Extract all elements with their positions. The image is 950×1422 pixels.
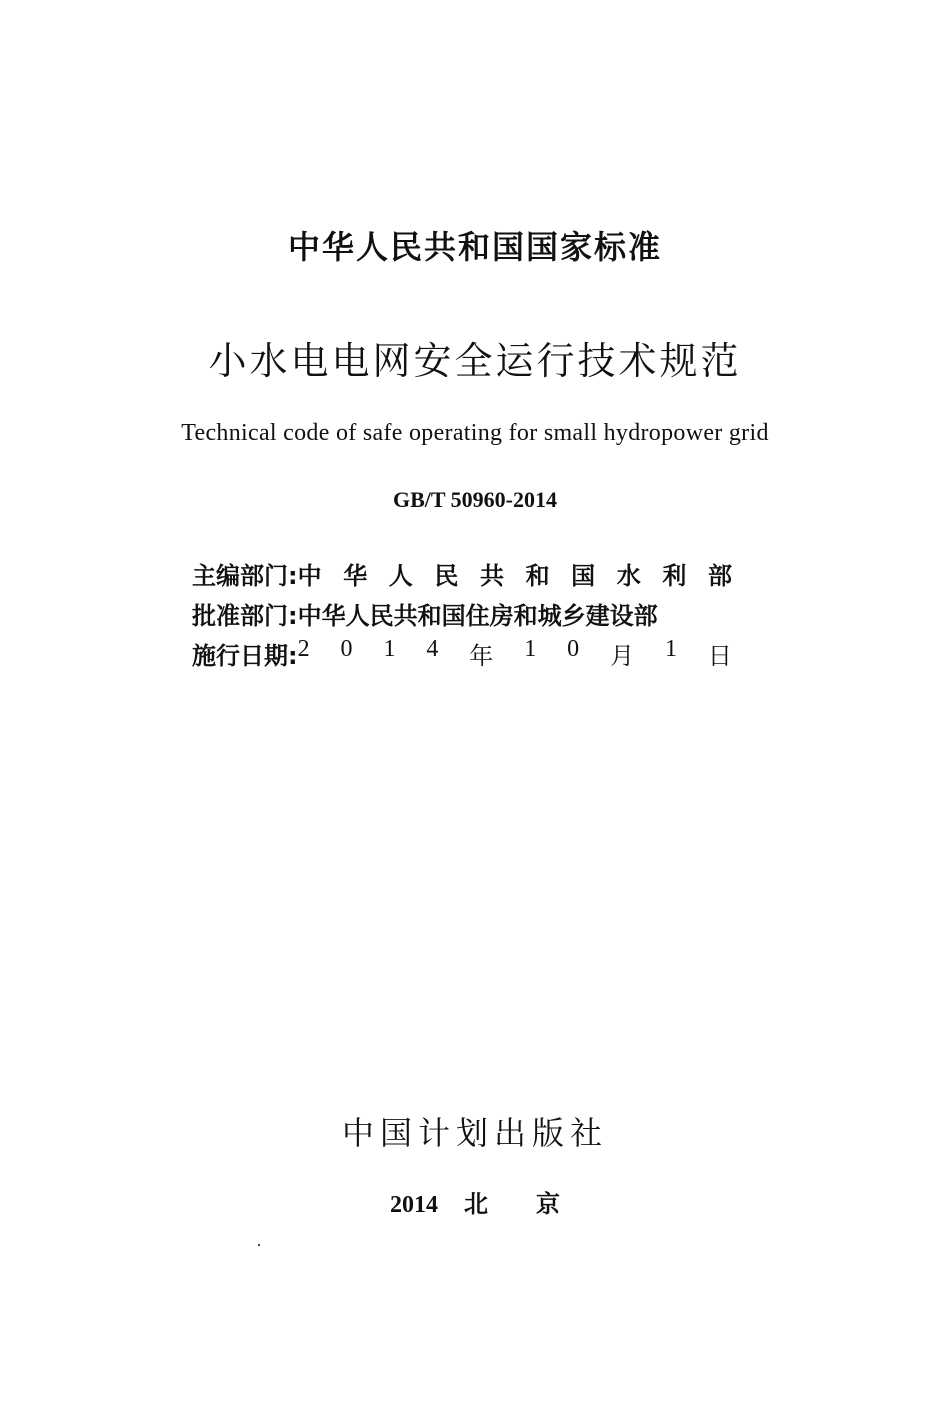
effective-date-label: 施行日期: xyxy=(192,642,298,670)
date-char: 日 xyxy=(707,644,732,670)
date-char: 0 xyxy=(567,636,580,662)
date-char: 1 xyxy=(664,636,677,662)
editor-char: 和 xyxy=(525,562,550,590)
approver-department-value: 中华人民共和国住房和城乡建设部 xyxy=(297,602,658,630)
publication-year-city xyxy=(0,1184,950,1219)
standard-title-english: Technical code of safe operating for small hydropower grid xyxy=(181,420,769,446)
editor-char: 华 xyxy=(343,562,368,590)
editor-char: 国 xyxy=(571,562,596,590)
date-char: 2 xyxy=(297,636,310,662)
standard-title-chinese: 小水电电网安全运行技术规范 xyxy=(208,339,742,383)
date-char: 年 xyxy=(469,644,494,670)
date-char: 4 xyxy=(426,636,439,662)
approver-department-row xyxy=(192,596,732,631)
editor-char: 民 xyxy=(434,562,459,590)
scan-speck xyxy=(258,1244,260,1246)
publisher-name: 中国计划出版社 xyxy=(341,1114,608,1152)
editor-char: 共 xyxy=(479,562,504,590)
editor-char: 人 xyxy=(388,562,413,590)
editor-char: 部 xyxy=(707,562,732,590)
date-char: 月 xyxy=(610,644,635,670)
publication-city: 北京 xyxy=(464,1192,608,1218)
publication-year: 2014 xyxy=(390,1192,438,1218)
standard-code: GB/T 50960-2014 xyxy=(392,487,557,512)
national-standard-heading: 中华人民共和国国家标准 xyxy=(287,228,662,266)
effective-date-value xyxy=(298,636,732,671)
date-char: 0 xyxy=(340,636,353,662)
editor-department-label: 主编部门: xyxy=(192,562,298,590)
editor-department-value xyxy=(298,556,732,591)
editor-department-row xyxy=(192,556,732,591)
editor-char: 中 xyxy=(297,562,322,590)
approver-department-label: 批准部门: xyxy=(192,602,298,630)
editor-char: 利 xyxy=(662,562,687,590)
effective-date-row xyxy=(192,636,732,671)
editor-char: 水 xyxy=(616,562,641,590)
date-char: 1 xyxy=(383,636,396,662)
date-char: 1 xyxy=(524,636,537,662)
